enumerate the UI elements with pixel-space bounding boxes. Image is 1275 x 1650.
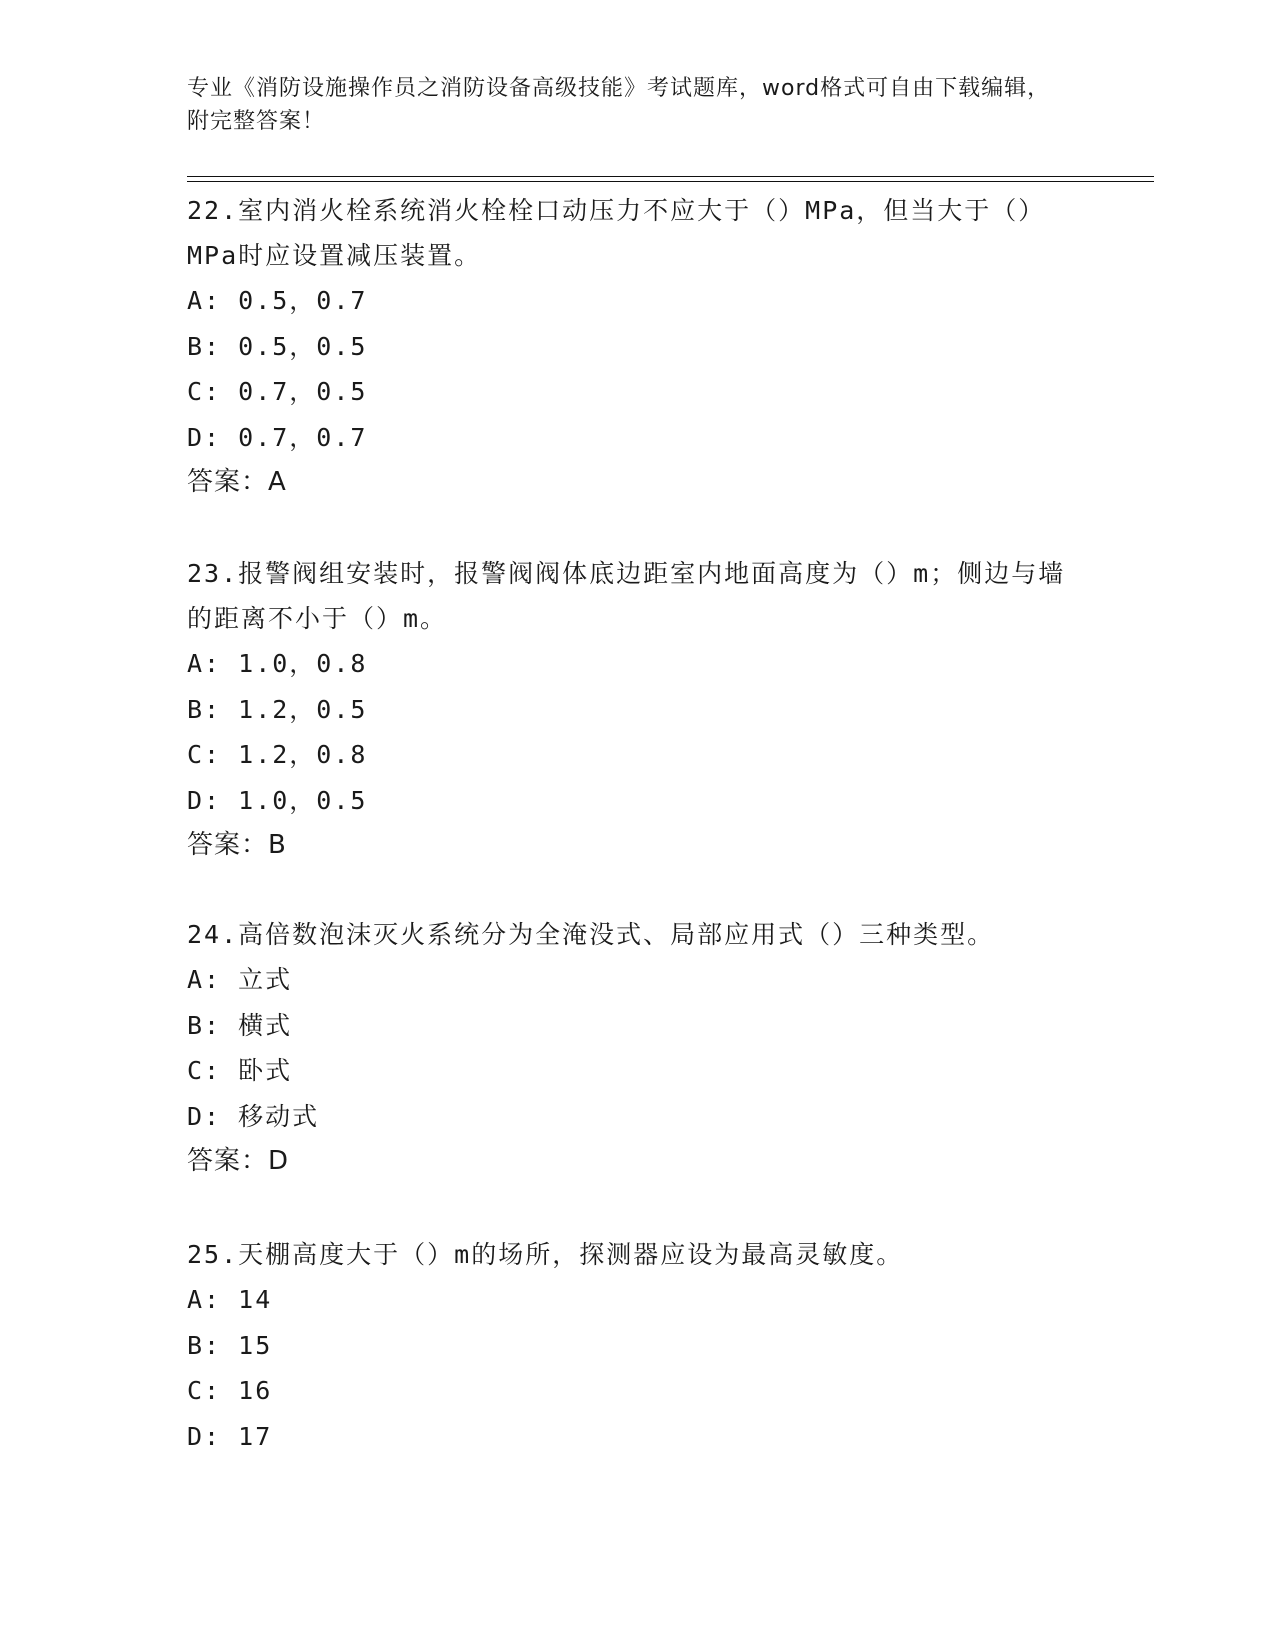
header-divider-bottom — [187, 181, 1154, 182]
question-23 — [187, 551, 1067, 867]
question-24 — [187, 912, 1067, 1183]
option-a: A: 1.0，0.8 — [187, 649, 368, 678]
option-c: C: 0.7，0.5 — [187, 377, 368, 406]
option-a: A: 0.5，0.7 — [187, 286, 368, 315]
answer-label: 答案：B — [187, 830, 287, 860]
option-a: A: 立式 — [187, 965, 293, 994]
question-22 — [187, 188, 1067, 504]
question-25 — [187, 1232, 1067, 1459]
question-stem: 25.天棚高度大于（）m的场所，探测器应设为最高灵敏度。 — [187, 1240, 904, 1269]
option-a: A: 14 — [187, 1285, 273, 1314]
option-b: B: 0.5，0.5 — [187, 331, 368, 361]
answer-label: 答案：A — [187, 467, 287, 497]
option-c: C: 卧式 — [187, 1056, 293, 1085]
question-stem: 24.高倍数泡沫灭火系统分为全淹没式、局部应用式（）三种类型。 — [187, 920, 995, 949]
option-b: B: 1.2，0.5 — [187, 694, 368, 724]
option-c: C: 1.2，0.8 — [187, 740, 368, 769]
question-stem: 22.室内消火栓系统消火栓栓口动压力不应大于（）MPa，但当大于（）MPa时应设置减压装置。 — [187, 196, 1046, 270]
document-intro: 专业《消防设施操作员之消防设备高级技能》考试题库，word格式可自由下载编辑，附完整答案！ — [187, 76, 1051, 134]
option-d: D: 移动式 — [187, 1101, 320, 1131]
option-d: D: 0.7，0.7 — [187, 422, 368, 452]
option-b: B: 15 — [187, 1330, 273, 1360]
answer-label: 答案：D — [187, 1146, 290, 1176]
option-d: D: 1.0，0.5 — [187, 785, 368, 815]
option-b: B: 横式 — [187, 1010, 293, 1040]
option-c: C: 16 — [187, 1376, 273, 1405]
question-stem: 23.报警阀组安装时，报警阀阀体底边距室内地面高度为（）m；侧边与墙的距离不小于（）m。 — [187, 559, 1066, 633]
option-d: D: 17 — [187, 1421, 273, 1451]
header-divider-top — [187, 176, 1154, 177]
